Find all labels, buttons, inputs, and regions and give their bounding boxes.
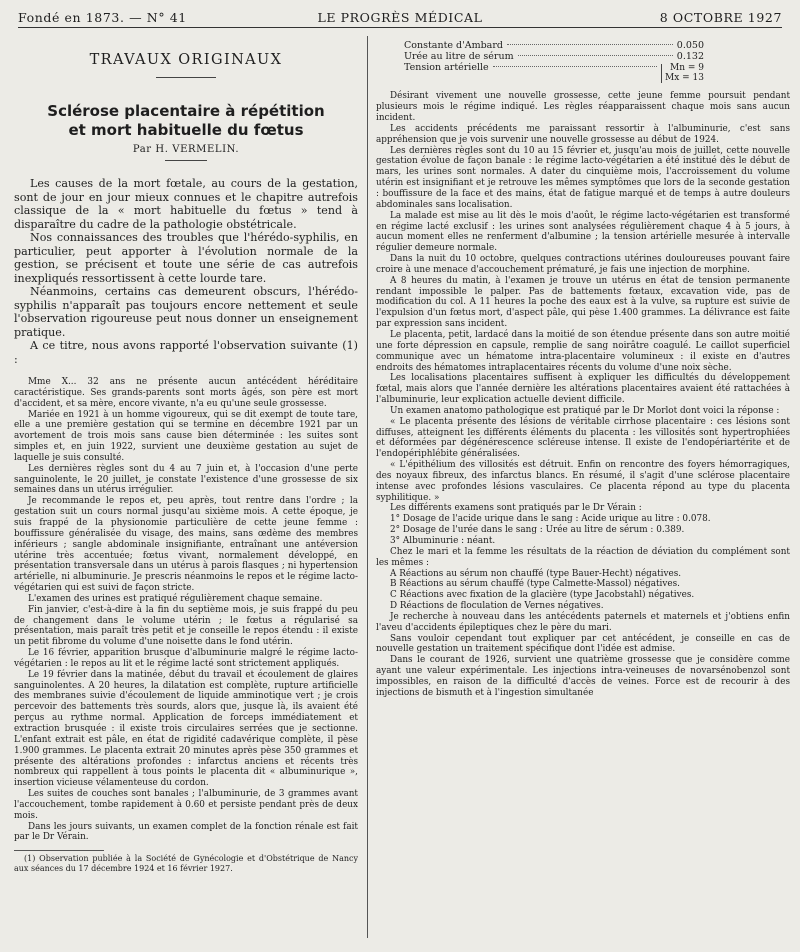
observation-paragraph: 3° Albuminurie : néant.: [390, 536, 496, 546]
lead-paragraph: Nos connaissances des troubles que l'hérédo-syphilis, en particulier, peut apporter à l'évolution normale de la gestion, se précisent et toute une série de cas autrefois inexpliqués ressortissent à cette lourde tare.: [14, 231, 358, 285]
tension-mn: Mn = 9: [669, 63, 704, 74]
observation-paragraph: « Le placenta présente des lésions de véritable cirrhose placentaire : ces lésions sont diffuses, atteignent les différents éléments du placenta : les villosités sont hypertrophiées et déformées par dégénérescence scléreuse intense. Il existe de l'endopériartérite et de l'endopériphlébite généralisées.: [376, 416, 790, 460]
leader-dots: [493, 66, 657, 67]
lead-paragraph: A ce titre, nous avons rapporté l'observation suivante (1) :: [14, 339, 358, 366]
lab-row-tension: [404, 62, 704, 83]
footnote: (1) Observation publiée à la Société de Gynécologie et d'Obstétrique de Nancy aux séances du 17 décembre 1924 et 16 février 1927.: [14, 854, 358, 874]
observation-paragraph: Le 19 février dans la matinée, début du travail et écoulement de glaires sanguinolentes. A 20 heures, la dilatation est complète, rupture artificielle des membranes suivie d'écoulement de liquide amminotique vert ; je crois percevoir des battements très sourds, alors que, jusque là, ils avaient été perçus au rythme normal. Application de forceps immédiatement et extraction brusquée : il existe trois circulaires serrées que je sectionne. L'enfant extrait est pâle, en état de rigidité cadavérique complète, il pèse 1.900 grammes. Le placenta extrait 20 minutes après pèse 350 grammes et présente des altérations profondes : infarctus anciens et récents très nombreux qui rappellent à tous points le placenta dit « albuminurique », insertion vicieuse vélamenteuse du cordon.: [14, 669, 358, 789]
observation-paragraph: C Réactions avec fixation de la glacière (type Jacobstahl) négatives.: [390, 590, 695, 601]
lead-paragraph: Les causes de la mort fœtale, au cours de la gestation, sont de jour en jour mieux connues et le chapitre autrefois classique de la « mort habituelle du fœtus » tend à disparaître du cadre de la pathologie obstétricale.: [14, 177, 358, 231]
observation-paragraph: « L'épithélium des villosités est détruit. Enfin on rencontre des foyers hémorragiques, des noyaux fibreux, des infarctus blancs. En résumé, il s'agit d'une sclérose placentaire intense avec profondes lésions vasculaires. Ce placenta répond au type du placenta syphilitique. »: [376, 460, 790, 503]
observation-paragraph: Un examen anatomo pathologique est pratiqué par le Dr Morlot dont voici la réponse :: [390, 405, 780, 416]
leader-dots: [518, 55, 673, 56]
observation-text-right: [376, 91, 790, 698]
lab-value: 0.132: [676, 51, 704, 63]
header-date: 8 OCTOBRE 1927: [659, 10, 782, 25]
running-header: [18, 10, 782, 32]
observation-paragraph: Le 16 février, apparition brusque d'albuminurie malgré le régime lacto-végétarien : le repos au lit et le régime lacté sont strictement appliqués.: [14, 648, 358, 669]
left-column: [14, 40, 358, 874]
lead-text: [14, 177, 358, 366]
observation-paragraph: Dans les jours suivants, un examen complet de la fonction rénale est fait par le Dr Vérain.: [14, 821, 358, 843]
lab-row-uree: [404, 51, 704, 62]
observation-paragraph: Les suites de couches sont banales ; l'albuminurie, de 3 grammes avant l'accouchement, tombe rapidement à 0.60 et persiste pendant près de deux mois.: [14, 789, 358, 821]
observation-paragraph: Les dernières règles sont du 10 au 15 février et, jusqu'au mois de juillet, cette nouvelle gestation évolue de façon banale : le régime lacto-végétarien a été institué dès le début de mars, les urines sont normales. A dater du cinquième mois, l'accroissement du volume utérin est insignifiant et je retrouve les mêmes symptômes que lors de la seconde gestation : bouffissure de la face et des mains, état de fatigue marqué et de temps à autre douleurs abdominales sans localisation.: [376, 145, 790, 210]
observation-paragraph: Dans la nuit du 10 octobre, quelques contractions utérines douloureuses pouvant faire croire à une menace d'accouchement prématuré, je fais une injection de morphine.: [376, 254, 790, 275]
observation-paragraph: Je recherche à nouveau dans les antécédents paternels et maternels et j'obtiens enfin l'aveu d'accidents épileptiques chez le père du mari.: [376, 611, 790, 633]
observation-paragraph: Désirant vivement une nouvelle grossesse, cette jeune femme poursuit pendant plusieurs mois le régime indiqué. Les règles réapparaissent chaque mois sans aucun incident.: [376, 91, 790, 124]
tension-values: [661, 64, 704, 83]
observation-paragraph: L'examen des urines est pratiqué régulièrement chaque semaine.: [28, 593, 323, 604]
byline-rule: [165, 160, 207, 161]
observation-paragraph: Les localisations placentaires suffisent à expliquer les difficultés du développement fœtal, mais alors que l'année dernière les altérations placentaires avaient été rattachées à l'albuminurie, leur explication actuelle devient difficile.: [376, 373, 790, 406]
header-journal-name: LE PROGRÈS MÉDICAL: [317, 10, 483, 25]
byline: Par H. VERMELIN.: [132, 144, 240, 155]
observation-paragraph: Les différents examens sont pratiqués par le Dr Vérain :: [390, 503, 642, 514]
lead-paragraph: Néanmoins, certains cas demeurent obscurs, l'hérédo-syphilis n'apparaît pas toujours encore nettement et seule l'observation rigoureuse peut nous donner un enseignement pratique.: [14, 285, 358, 339]
observation-paragraph: A 8 heures du matin, à l'examen je trouve un utérus en état de tension permanente rendant impossible le palper. Pas de battements fœtaux, excavation vide, pas de modification du col. A 11 heures la poche des eaux est à la vulve, sa rupture est suivie de l'expulsion d'un fœtus mort, d'aspect pâle, qui pèse 1.400 grammes. La délivrance est faite par expression sans incident.: [376, 275, 790, 330]
lab-row-ambard: [404, 40, 704, 51]
observation-paragraph: Chez le mari et la femme les résultats de la réaction de déviation du complément sont les mêmes :: [376, 546, 790, 568]
lab-label: Constante d'Ambard: [404, 40, 503, 51]
observation-paragraph: D Réactions de floculation de Vernes négatives.: [390, 601, 604, 612]
leader-dots: [507, 44, 673, 45]
lab-results-table: [404, 40, 704, 83]
observation-text-left: [14, 377, 358, 843]
article-title: [14, 102, 358, 140]
observation-paragraph: Sans vouloir cependant tout expliquer par cet antécédent, je conseille en cas de nouvelle gestation un traitement spécifique dont l'idée est admise.: [376, 633, 790, 655]
header-rule: [18, 27, 782, 28]
observation-paragraph: B Réactions au sérum chauffé (type Calmette-Massol) négatives.: [390, 579, 680, 590]
observation-paragraph: A Réactions au sérum non chauffé (type Bauer-Hecht) négatives.: [390, 568, 682, 579]
article-title-line-1: Sclérose placentaire à répétition: [47, 102, 325, 120]
observation-paragraph: 1° Dosage de l'acide urique dans le sang : Acide urique au litre : 0.078.: [390, 514, 711, 525]
observation-paragraph: Mariée en 1921 à un homme vigoureux, qui se dit exempt de toute tare, elle a une première gestation qui se termine en décembre 1921 par un avortement de trois mois sans cause bien déterminée : les suites sont simples et, en juin 1922, survient une deuxième gestation au sujet de laquelle je suis consulté.: [14, 409, 358, 463]
observation-paragraph: Dans le courant de 1926, survient une quatrième grossesse que je considère comme ayant une valeur expérimentale. Les injections intra-veineuses de novarsénobenzol sont impossibles, en raison de la difficulté d'accès de veines. Force est de recourir à des injections de bismuth et à l'ingestion simultanée: [376, 655, 790, 698]
observation-paragraph: Fin janvier, c'est-à-dire à la fin du septième mois, je suis frappé du peu de changement dans le volume utérin ; le fœtus a régularisé sa présentation, mais paraît très petit et je conseille le repos étendu : il existe un petit fibrome du volume d'une noisette dans le fond utérin.: [14, 604, 358, 648]
observation-paragraph: Les accidents précédents me paraissant ressortir à l'albuminurie, c'est sans appréhension que je vois survenir une nouvelle grossesse au début de 1924.: [376, 123, 790, 145]
observation-paragraph: La malade est mise au lit dès le mois d'août, le régime lacto-végétarien est transformé en régime lacté exclusif : les urines sont analysées régulièrement chaque 4 à 5 jours, à aucun moment elles ne renferment d'albumine ; la tension artérielle mesurée à intervalle régulier demeure normale.: [376, 210, 790, 254]
observation-paragraph: Les dernières règles sont du 4 au 7 juin et, à l'occasion d'une perte sanguinolente, le 20 juillet, je constate l'existence d'une grossesse de six semaines dans un utérus irrégulier.: [14, 463, 358, 496]
section-rule: [156, 77, 216, 78]
observation-paragraph: Mme X... 32 ans ne présente aucun antécédent héréditaire caractéristique. Ses grands-parents sont morts âgés, son père est mort d'accident, et sa mère, encore vivante, n'a eu qu'une seule grossesse.: [14, 377, 358, 409]
column-divider: [367, 36, 368, 938]
footnote-rule: [14, 850, 104, 851]
observation-paragraph: Je recommande le repos et, peu après, tout rentre dans l'ordre ; la gestation suit un cours normal jusqu'au sixième mois. A cette époque, je suis frappé de la physionomie particulière de cette jeune femme : bouffissure généralisée du visage, des mains, sans œdème des membres inférieurs ; sangle abdominale insignifiante, entraînant une antéversion utérine très accentuée; fœtus vivant, normalement développé, en présentation transversale dans un utérus à parois flasques ; ni hypertension artérielle, ni albuminurie. Je prescris néanmoins le repos et le régime lacto-végétarien qui est suivi de façon stricte.: [14, 496, 358, 594]
article-title-line-2: et mort habituelle du fœtus: [68, 121, 304, 139]
lab-label: Urée au litre de sérum: [404, 51, 514, 63]
header-founded: Fondé en 1873. — N° 41: [18, 10, 187, 25]
lab-value: 0.050: [676, 40, 704, 51]
lab-label: Tension artérielle: [404, 62, 489, 74]
observation-paragraph: Le placenta, petit, lardacé dans la moitié de son étendue présente dans son autre moitié une forte dépression en capsule, remplie de sang noirâtre coagulé. Le caillot superficiel communique avec un hématome intra-placentaire volumineux : il existe en d'autres endroits des hématomes intraplacentaires récents du volume d'une noix sèche.: [376, 329, 790, 373]
observation-paragraph: 2° Dosage de l'urée dans le sang : Urée au litre de sérum : 0.389.: [390, 525, 685, 536]
section-title: TRAVAUX ORIGINAUX: [89, 52, 283, 68]
tension-mx: Mx = 13: [664, 72, 704, 83]
right-column: [376, 40, 790, 699]
